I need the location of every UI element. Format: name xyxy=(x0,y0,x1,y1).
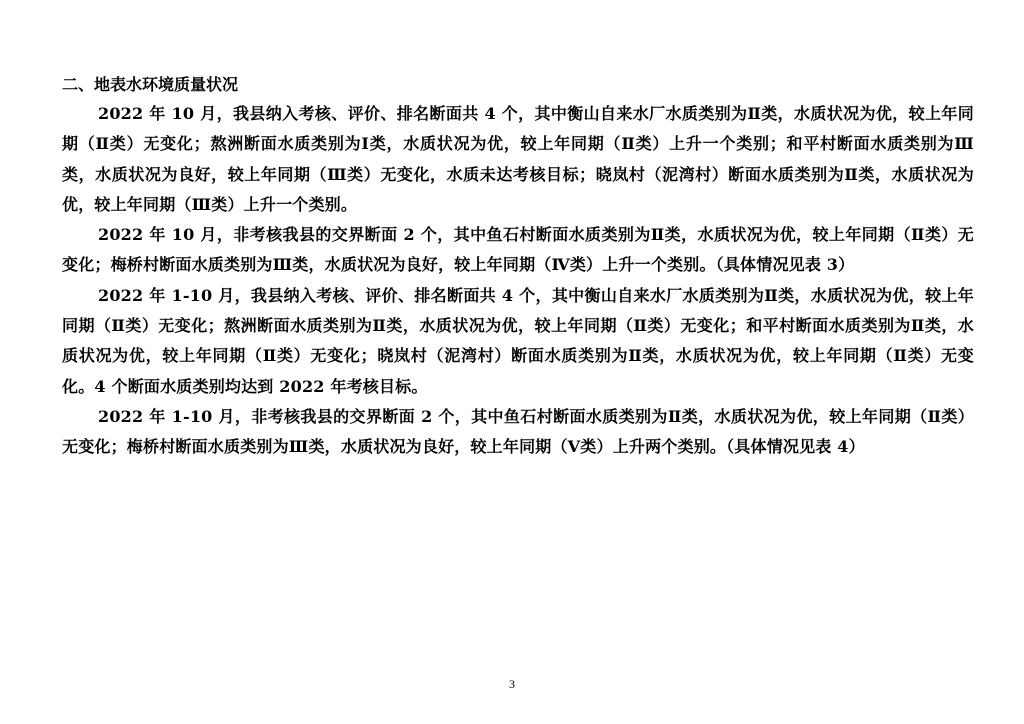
paragraph-oct-boundary-sections: 2022 年 10 月，非考核我县的交界断面 2 个，其中鱼石村断面水质类别为Ⅱ类，水质状况为优，较上年同期（Ⅱ类）无变化；梅桥村断面水质类别为Ⅲ类，水质状况为良好，较上年同期（Ⅳ类）上升一个类别。（具体情况见表 3） xyxy=(62,225,974,275)
section-heading: 二、地表水环境质量状况 xyxy=(62,75,239,94)
page-number: 3 xyxy=(509,677,515,691)
document-body xyxy=(62,70,974,463)
paragraph-jan-oct-assessed-sections: 2022 年 1-10 月，我县纳入考核、评价、排名断面共 4 个，其中衡山自来水厂水质类别为Ⅱ类，水质状况为优，较上年同期（Ⅱ类）无变化；熬洲断面水质类别为Ⅱ类，水质状况为优，较上年同期（Ⅱ类）无变化；和平村断面水质类别为Ⅱ类，水质状况为优，较上年同期（Ⅱ类）无变化；晓岚村（泥湾村）断面水质类别为Ⅱ类，水质状况为优，较上年同期（Ⅱ类）无变化。4 个断面水质类别均达到 2022 年考核目标。 xyxy=(62,285,974,396)
paragraph-oct-assessed-sections: 2022 年 10 月，我县纳入考核、评价、排名断面共 4 个，其中衡山自来水厂水质类别为Ⅱ类，水质状况为优，较上年同期（Ⅱ类）无变化；熬洲断面水质类别为Ⅰ类，水质状况为优，较上年同期（Ⅱ类）上升一个类别；和平村断面水质类别为Ⅲ类，水质状况为良好，较上年同期（Ⅲ类）无变化，水质未达考核目标；晓岚村（泥湾村）断面水质类别为Ⅱ类，水质状况为优，较上年同期（Ⅲ类）上升一个类别。 xyxy=(62,104,974,214)
paragraph-jan-oct-boundary-sections: 2022 年 1-10 月，非考核我县的交界断面 2 个，其中鱼石村断面水质类别为Ⅱ类，水质状况为优，较上年同期（Ⅱ类）无变化；梅桥村断面水质类别为Ⅲ类，水质状况为良好，较上年同期（Ⅴ类）上升两个类别。（具体情况见表 4） xyxy=(62,406,974,457)
